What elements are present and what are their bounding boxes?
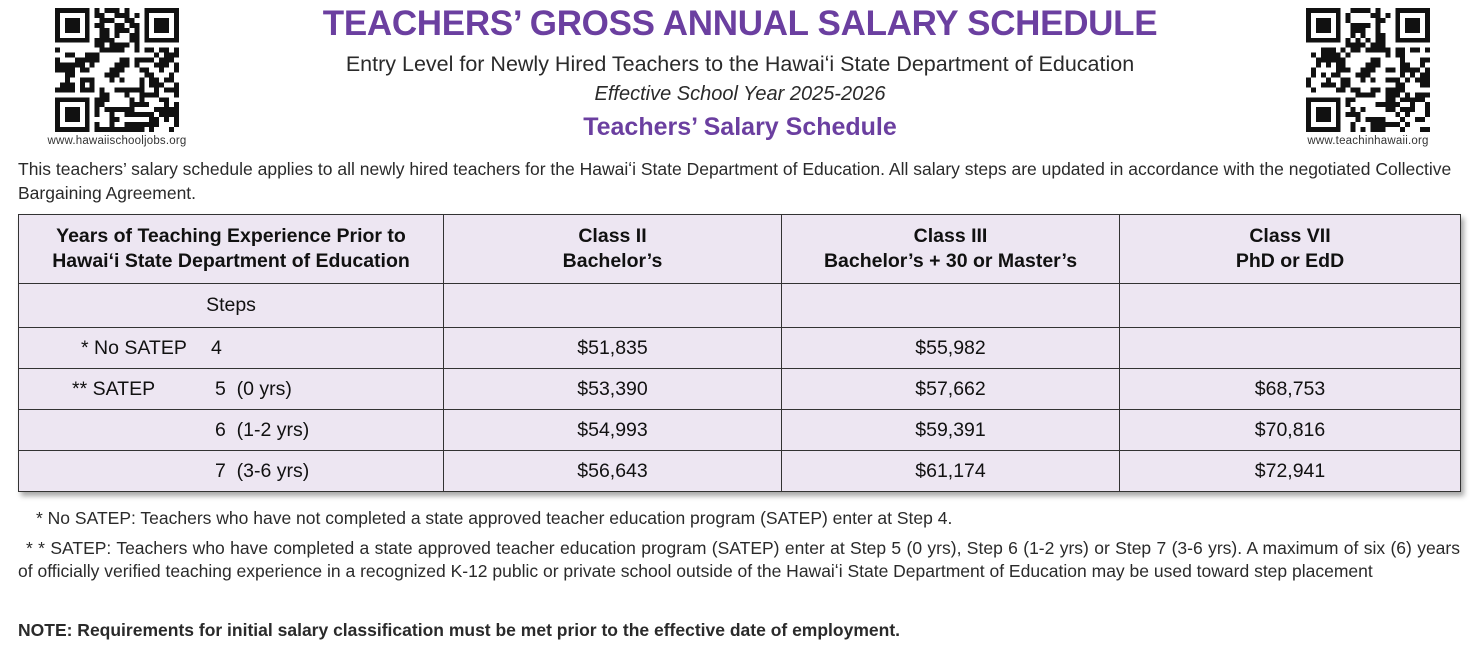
effective-year: Effective School Year 2025-2026: [594, 83, 886, 105]
section-title: Teachers’ Salary Schedule: [583, 113, 897, 141]
salary-table-wrap: [18, 214, 1461, 492]
header-class7-line1: Class VII: [1249, 225, 1331, 247]
page-title: TEACHERS’ GROSS ANNUAL SALARY SCHEDULE: [322, 4, 1158, 43]
row-prefix: * No SATEP: [81, 337, 187, 359]
table-row: [19, 451, 1461, 492]
row-step: 4: [211, 337, 222, 359]
qr-url-left[interactable]: www.hawaiischooljobs.org: [47, 135, 187, 147]
steps-label: [19, 284, 444, 328]
table-cell-class7: $70,816: [1120, 410, 1461, 451]
table-cell-class3: $57,662: [782, 369, 1120, 410]
header-class7-line2: PhD or EdD: [1235, 250, 1345, 272]
intro-paragraph: This teachers’ salary schedule applies to all newly hired teachers for the Hawaiʻi State Department of Education. All salary steps are updated in accordance with the negotiated Collective Bargaining Agreement.: [18, 159, 1452, 203]
table-cell-class2: $51,835: [444, 328, 782, 369]
header-class3-line1: Class III: [913, 225, 988, 247]
header-class2-line2: Bachelor’s: [562, 250, 663, 272]
qr-block-left: [22, 8, 212, 147]
note-satep: * * SATEP: Teachers who have completed a state approved teacher education program (SATEP) enter at Step 5 (0 yrs), Step 6 (1-2 yrs) or Step 7 (3-6 yrs). A maximum of six (6) years of officially verified teaching experience in a recognized K-12 public or private school outside of the Hawaiʻi State Department of Education may be used toward step placement: [18, 538, 1460, 581]
table-row: [19, 410, 1461, 451]
row-step: 5 (0 yrs): [215, 378, 292, 400]
qr-block-right: [1280, 8, 1456, 147]
table-cell-class7: $68,753: [1120, 369, 1461, 410]
steps-label-text: Steps: [206, 294, 256, 316]
table-row: [19, 369, 1461, 410]
row-step: 6 (1-2 yrs): [215, 419, 310, 441]
table-cell-class2: $54,993: [444, 410, 782, 451]
row-prefix: ** SATEP: [72, 378, 156, 400]
table-cell: [444, 284, 782, 328]
table-cell-class3: $55,982: [782, 328, 1120, 369]
header-experience-line1: Years of Teaching Experience Prior to: [56, 225, 406, 247]
table-cell-class7: [1120, 328, 1461, 369]
note-no-satep: * No SATEP: Teachers who have not completed a state approved teacher education program (SATEP) enter at Step 4.: [36, 508, 953, 528]
row-label-cell: [19, 451, 444, 492]
row-label-cell: [19, 328, 444, 369]
table-cell-class3: $61,174: [782, 451, 1120, 492]
table-header-row: [19, 215, 1461, 284]
table-cell-class2: $53,390: [444, 369, 782, 410]
header-experience-line2: Hawaiʻi State Department of Education: [52, 250, 410, 272]
table-cell-class7: $72,941: [1120, 451, 1461, 492]
header-class2: [444, 215, 782, 284]
page-subtitle: Entry Level for Newly Hired Teachers to the Hawaiʻi State Department of Education: [345, 52, 1135, 76]
table-cell-class2: $56,643: [444, 451, 782, 492]
note-final: NOTE: Requirements for initial salary classification must be met prior to the effective date of employment.: [18, 620, 901, 640]
header-experience: [19, 215, 444, 284]
qr-code-icon[interactable]: [55, 8, 179, 132]
qr-url-right[interactable]: www.teachinhawaii.org: [1307, 135, 1429, 147]
qr-code-icon[interactable]: [1306, 8, 1430, 132]
table-cell: [1120, 284, 1461, 328]
row-step: 7 (3-6 yrs): [215, 460, 310, 482]
header-class2-line1: Class II: [578, 225, 647, 247]
header-class3-line2: Bachelor’s + 30 or Master’s: [823, 250, 1078, 272]
table-cell: [782, 284, 1120, 328]
header-class3: [782, 215, 1120, 284]
table-row: [19, 328, 1461, 369]
header-class7: [1120, 215, 1461, 284]
salary-table: [18, 214, 1461, 492]
row-label-cell: [19, 410, 444, 451]
row-label-cell: [19, 369, 444, 410]
table-row-steps: [19, 284, 1461, 328]
table-cell-class3: $59,391: [782, 410, 1120, 451]
header: [220, 0, 1260, 142]
